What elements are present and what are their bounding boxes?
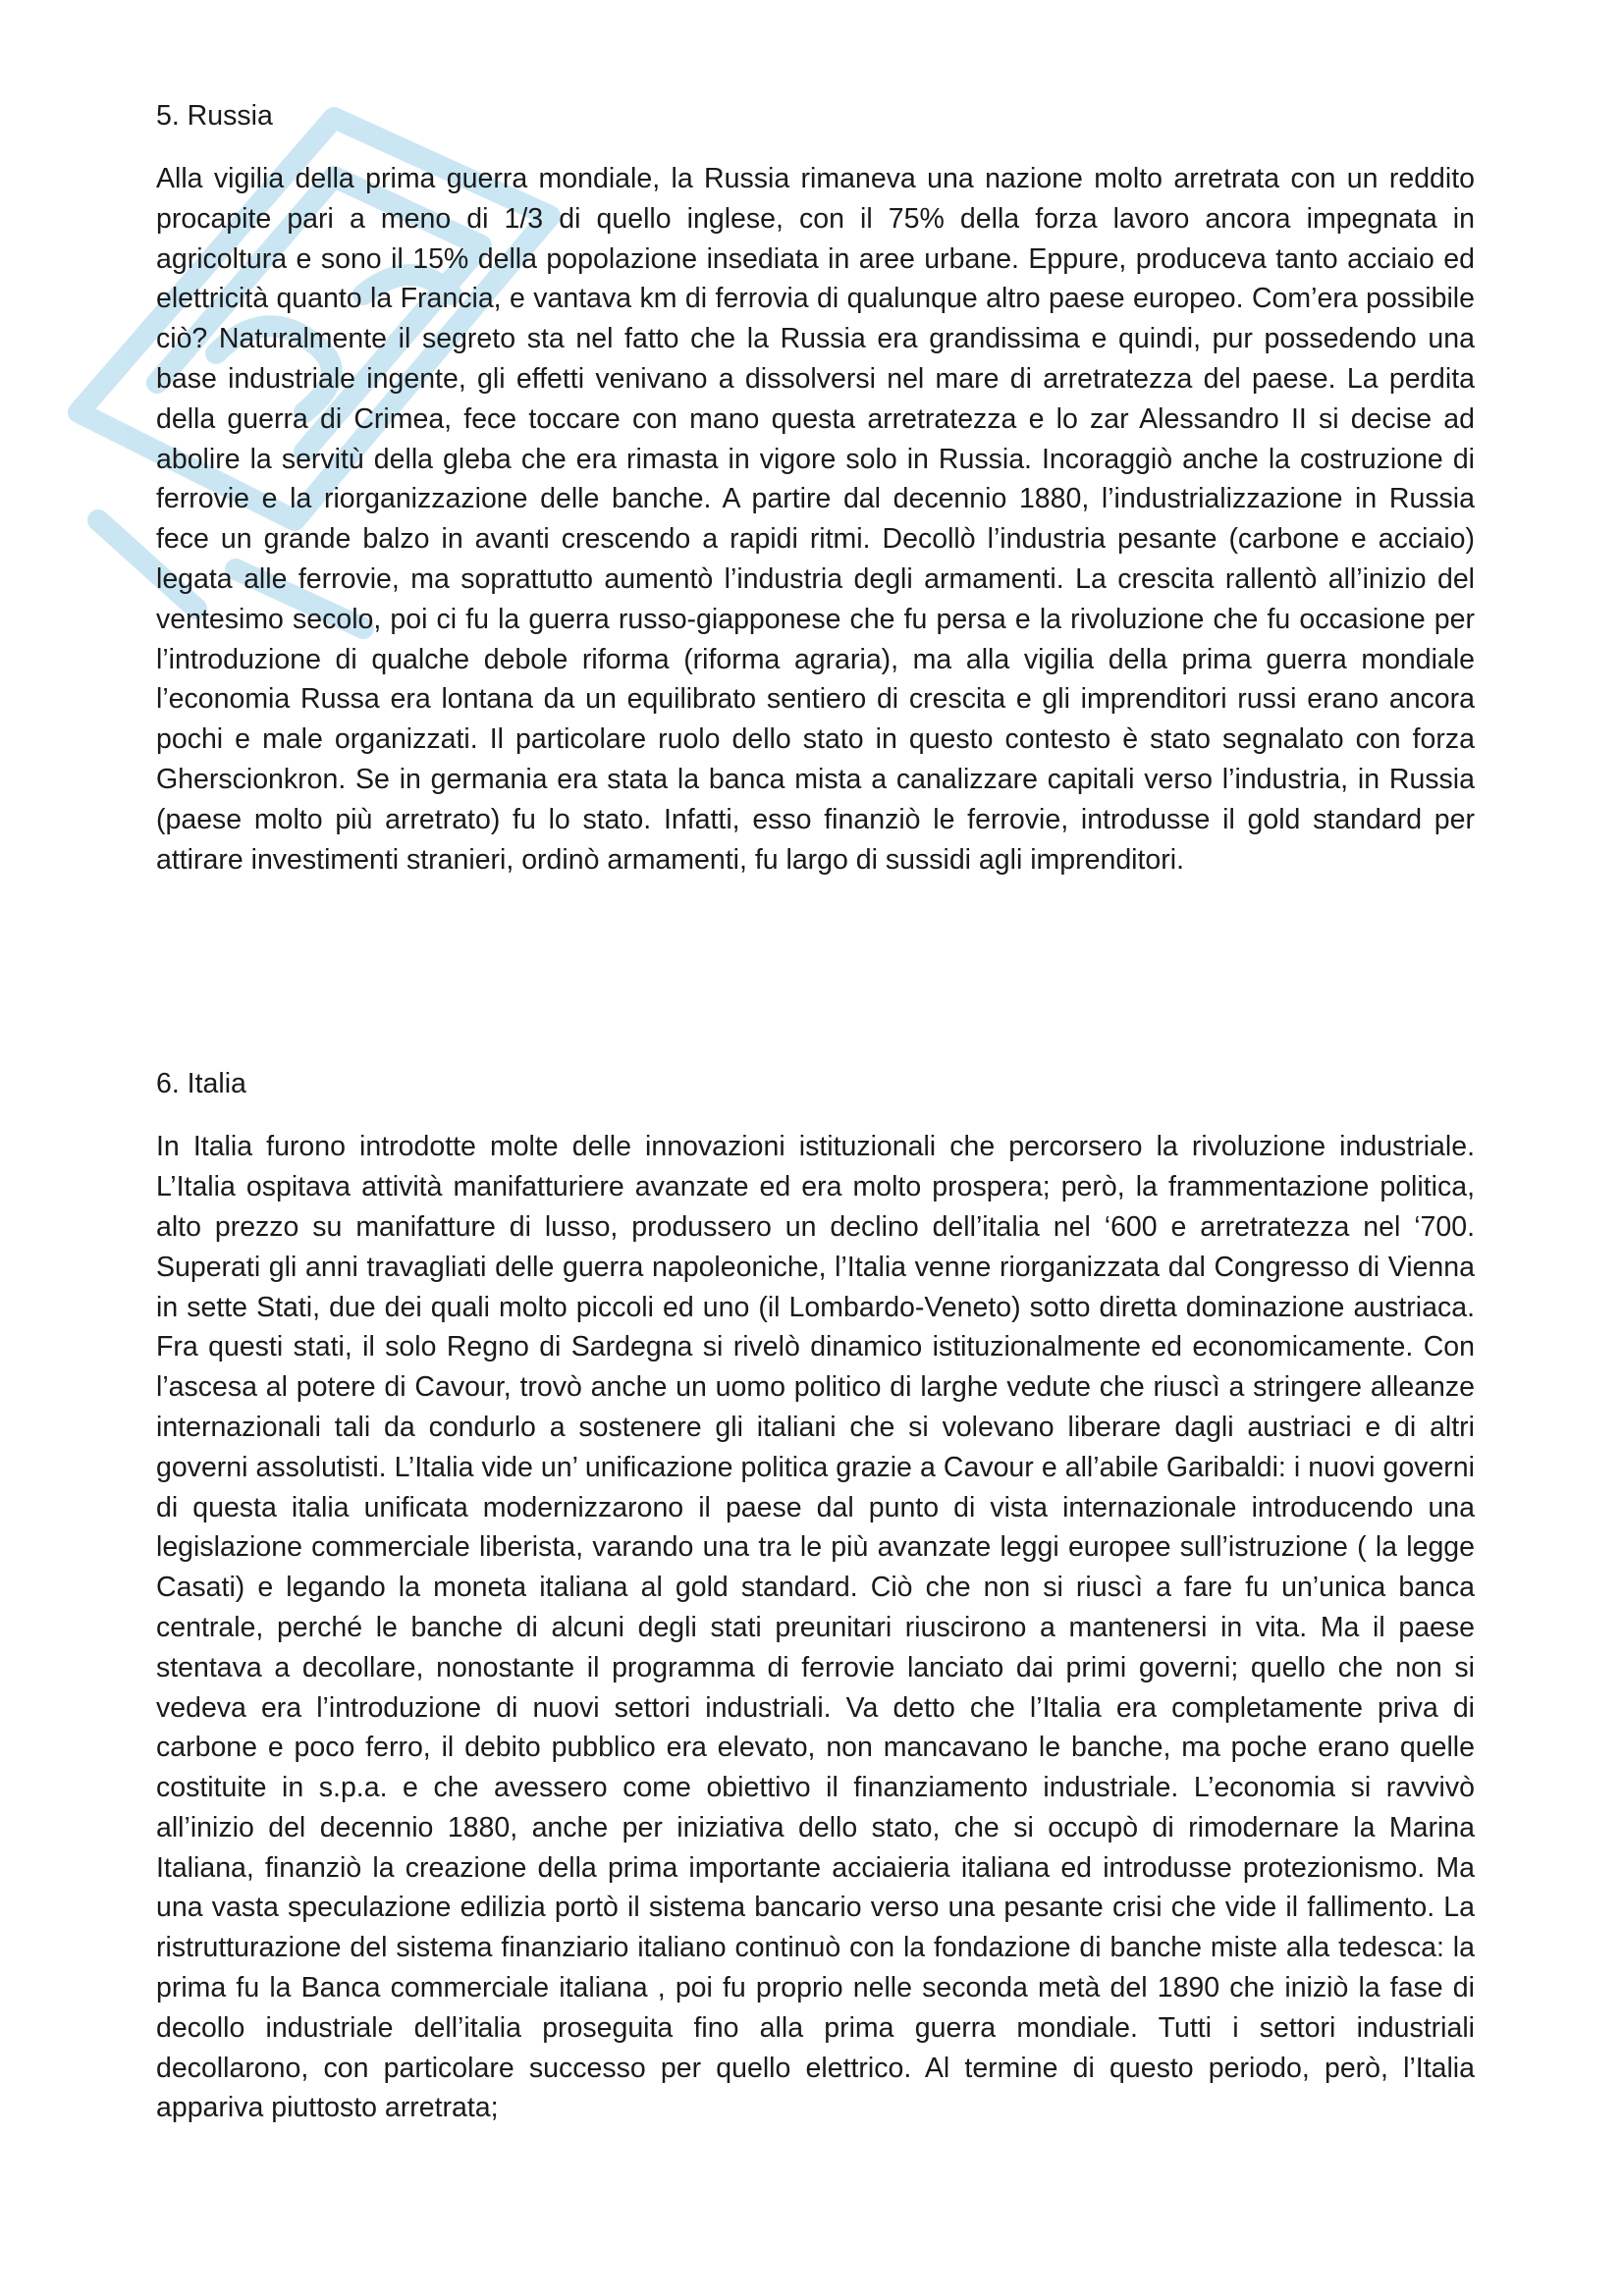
- section-heading-italia: 6. Italia: [156, 1068, 246, 1100]
- section-body-russia: Alla vigilia della prima guerra mondiale, la Russia rimaneva una nazione molto arretrata con un reddito procapite pari a meno di 1/3 di quello inglese, con il 75% della forza lavoro ancora impegnata in agricoltura e sono il 15% della popolazione insediata in aree urbane. Eppure, produceva tanto acciaio ed elettricità quanto la Francia, e vantava km di ferrovia di qualunque altro paese europeo. Com’era possibile ciò? Naturalmente il segreto sta nel fatto che la Russia era grandissima e quindi, pur possedendo una base industriale ingente, gli effetti venivano a dissolversi nel mare di arretratezza del paese. La perdita della guerra di Crimea, fece toccare con mano questa arretratezza e lo zar Alessandro II si decise ad abolire la servitù della gleba che era rimasta in vigore solo in Russia. Incoraggiò anche la costruzione di ferrovie e la riorganizzazione delle banche. A partire dal decennio 1880, l’industrializzazione in Russia fece un grande balzo in avanti crescendo a rapidi ritmi. Decollò l’industria pesante (carbone e acciaio) legata alle ferrovie, ma soprattutto aumentò l’industria degli armamenti. La crescita rallentò all’inizio del ventesimo secolo, poi ci fu la guerra russo-giapponese che fu persa e la rivoluzione che fu occasione per l’introduzione di qualche debole riforma (riforma agraria), ma alla vigilia della prima guerra mondiale l’economia Russa era lontana da un equilibrato sentiero di crescita e gli imprenditori russi erano ancora pochi e male organizzati. Il particolare ruolo dello stato in questo contesto è stato segnalato con forza Gherscionkron. Se in germania era stata la banca mista a canalizzare capitali verso l’industria, in Russia (paese molto più arretrato) fu lo stato. Infatti, esso finanziò le ferrovie, introdusse il gold standard per attirare investimenti stranieri, ordinò armamenti, fu largo di sussidi agli imprenditori.: [156, 163, 1475, 876]
- section-body-italia: In Italia furono introdotte molte delle innovazioni istituzionali che percorsero la rivoluzione industriale. L’Italia ospitava attività manifatturiere avanzate ed era molto prospera; però, la frammentazione politica, alto prezzo su manifatture di lusso, produssero un declino dell’italia nel ‘600 e arretratezza nel ‘700. Superati gli anni travagliati delle guerra napoleoniche, l’Italia venne riorganizzata dal Congresso di Vienna in sette Stati, due dei quali molto piccoli ed uno (il Lombardo-Veneto) sotto diretta dominazione austriaca. Fra questi stati, il solo Regno di Sardegna si rivelò dinamico istituzionalmente ed economicamente. Con l’ascesa al potere di Cavour, trovò anche un uomo politico di larghe vedute che riuscì a stringere alleanze internazionali tali da condurlo a sostenere gli italiani che si volevano liberare dagli austriaci e di altri governi assolutisti. L’Italia vide un’ unificazione politica grazie a Cavour e all’abile Garibaldi: i nuovi governi di questa italia unificata modernizzarono il paese dal punto di vista internazionale introducendo una legislazione commerciale liberista, varando una tra le più avanzate leggi europee sull’istruzione ( la legge Casati) e legando la moneta italiana al gold standard. Ciò che non si riuscì a fare fu un’unica banca centrale, perché le banche di alcuni degli stati preunitari riuscirono a mantenersi in vita. Ma il paese stentava a decollare, nonostante il programma di ferrovie lanciato dai primi governi; quello che non si vedeva era l’introduzione di nuovi settori industriali. Va detto che l’Italia era completamente priva di carbone e poco ferro, il debito pubblico era elevato, non mancavano le banche, ma poche erano quelle costituite in s.p.a. e che avessero come obiettivo il finanziamento industriale. L’economia si ravvivò all’inizio del decennio 1880, anche per iniziativa dello stato, che si occupò di rimodernare la Marina Italiana, finanziò la creazione della prima importante acciaieria italiana ed introdusse protezionismo. Ma una vasta speculazione edilizia portò il sistema bancario verso una pesante crisi che vide il fallimento. La ristrutturazione del sistema finanziario italiano continuò con la fondazione di banche miste alla tedesca: la prima fu la Banca commerciale italiana , poi fu proprio nelle seconda metà del 1890 che iniziò la fase di decollo industriale dell’italia proseguita fino alla prima guerra mondiale. Tutti i settori industriali decollarono, con particolare successo per quello elettrico. Al termine di questo periodo, però, l’Italia appariva piuttosto arretrata;: [156, 1131, 1475, 2124]
- section-heading-russia: 5. Russia: [156, 100, 273, 132]
